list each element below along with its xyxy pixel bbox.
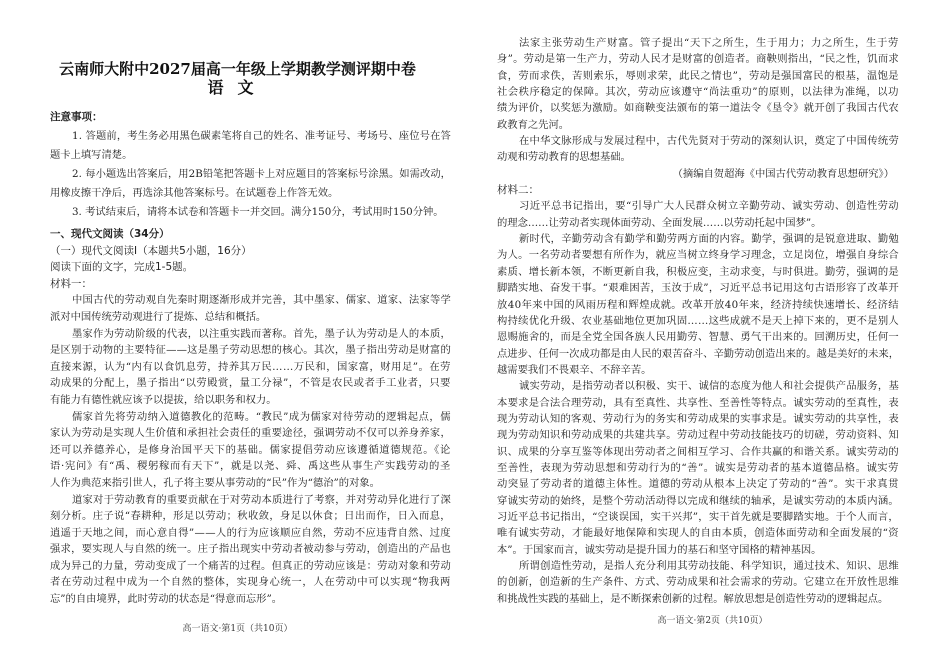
text-line-content: （一）现代文阅读Ⅰ（本题共5小题，16分）: [50, 244, 252, 257]
text-line: [497, 411, 900, 427]
text-line: [50, 243, 452, 260]
text-line-content: 刻分析。庄子说“春耕种，形足以劳动；秋收敛，身足以休食；日出而作，日入而息，: [50, 510, 451, 523]
text-line-content: 和挑战性实践的基础上，是不断探索创新的过程。解放思想是创造性劳动的逻辑起点。: [497, 592, 889, 605]
text-line: [50, 146, 452, 165]
text-line-content: 法家主张劳动生产财富。管子提出“天下之所生，生于用力；力之所生，生于劳: [519, 37, 899, 49]
text-line-content: 政教育之先河。: [497, 118, 570, 131]
text-line-content: 是区别于动物的主要特征——这是墨子劳动思想的核心。其次，墨子指出劳动是财富的: [50, 344, 451, 357]
text-line: [497, 247, 900, 263]
section-heading: [50, 108, 452, 127]
text-line: [50, 226, 452, 243]
text-line: [497, 542, 900, 558]
text-line: [497, 329, 900, 345]
text-line-content: 构持续优化升级、农业基础地位更加巩固……这些成就不是天上掉下来的，更不是别人: [497, 314, 899, 327]
text-line-content: 本要求是合法合理劳动，具有至真性、共享性、至善性等特点。诚实劳动的至真性，表: [497, 396, 899, 409]
text-line-content: 越需要我们不畏艰辛、不辞辛苦。: [497, 363, 652, 376]
text-line-content: 的创新，创造新的生产条件、方式、劳动成果和社会需求的劳动。它建立在开放性思维: [497, 576, 899, 589]
text-line-content: 注意事项：: [50, 111, 103, 123]
text-line: [497, 346, 900, 362]
text-line-content: 脚踏实地、奋发干事。“艰难困苦，玉汝于成”，习近平总书记用这句古语形容了改革开: [497, 282, 899, 295]
text-line: [497, 493, 900, 509]
text-line-content: 动突显了劳动者的道德主体性。道德的劳动从根本上决定了劳动的“善”。实干求真贯: [497, 478, 899, 491]
paragraph: [497, 133, 900, 166]
text-line: [497, 264, 900, 280]
text-line: [497, 84, 900, 100]
text-line-content: 诚实劳动，是指劳动者以积极、实干、诚信的态度为他人和社会提供产品服务，基: [519, 380, 899, 393]
text-line-content: 本”。于国家而言，诚实劳动是提升国力的基石和坚守国格的精神基因。: [497, 543, 822, 556]
text-line: [497, 574, 900, 590]
paragraph: [50, 326, 452, 409]
text-line: [497, 280, 900, 296]
paragraph: [50, 492, 452, 608]
text-line: [497, 133, 900, 149]
text-line-content: 新时代，辛勤劳动含有勤学和勤劳两方面的内容。勤学，强调的是锐意进取、勤勉: [519, 233, 899, 246]
paragraph: [50, 276, 452, 293]
paragraph: [497, 198, 900, 231]
paragraph: [497, 35, 900, 133]
paragraph: [50, 292, 452, 325]
text-line-content: 为人。一名劳动者要想有所作为，就应当树立终身学习理念，立足岗位，增强自身综合: [497, 249, 899, 262]
text-line-content: 人作为典范来指引世人，孔子将主要从事劳动的“民”作为“德治”的对象。: [50, 476, 380, 489]
text-line-content: 识、成果的分享互鉴等体现出劳动者之间相互学习、合作共赢的和谐关系。诚实劳动的: [497, 445, 899, 458]
text-line: [50, 276, 452, 293]
text-line: [50, 342, 452, 359]
text-line: [497, 591, 900, 607]
text-line-content: 1. 答题前，考生务必用黑色碳素笔将自己的姓名、准考证号、考场号、座位号在答: [72, 130, 451, 142]
text-line-content: 的理念……让劳动者实现体面劳动、全面发展……以劳动托起中国梦”。: [497, 216, 822, 229]
paragraph: [50, 409, 452, 492]
text-line: [497, 182, 900, 198]
text-line-content: 一、现代文阅读（34分）: [50, 228, 170, 240]
text-line: [497, 427, 900, 443]
text-line-content: 动成果的分配上，墨子指出“以劳殿赏，量工分禄”，不管是农民或者手工业者，只要: [50, 377, 451, 390]
text-line-content: 在中华文脉形成与发展过程中，古代先贤对于劳动的深刻认识，奠定了中国传统劳: [519, 135, 899, 148]
source-citation: [497, 166, 900, 182]
text-line-content: 放40年来中国的风雨历程和辉煌成就。改革开放40年来，经济持续快速增长、经济结: [497, 298, 899, 311]
subject-title: 语文: [207, 78, 268, 97]
text-line: [50, 259, 452, 276]
text-line-content: 习近平总书记指出，“空谈误国，实干兴邦”，实干首先就是要脚踏实地。于个人而言，: [497, 510, 899, 523]
text-line-content: 成为异己的力量，劳动变成了一个痛苦的过程。但真正的劳动应该是：劳动对象和劳动: [50, 559, 451, 572]
text-line: [497, 117, 900, 133]
text-line-content: 穿诚实劳动的始终，是整个劳动活动得以完成和继续的轴承，是诚实劳动的本质内涵。: [497, 494, 899, 507]
text-line: [497, 460, 900, 476]
text-line-content: （摘编自贺超海《中国古代劳动教育思想研究》）: [672, 167, 894, 180]
text-line: [50, 392, 452, 409]
text-line: [497, 378, 900, 394]
text-line: [50, 359, 452, 376]
text-line: [497, 558, 900, 574]
text-line: [497, 395, 900, 411]
paragraph: [497, 231, 900, 378]
text-line: [497, 100, 900, 116]
reading-section-continued: [497, 35, 900, 607]
text-line: [50, 525, 452, 542]
text-line-content: 墨家作为劳动阶级的代表，以注重实践而著称。首先，墨子认为劳动是人的本质，: [72, 327, 451, 340]
text-line: [50, 425, 452, 442]
text-line: [497, 362, 900, 378]
text-line: [50, 475, 452, 492]
text-line-content: 儒家首先将劳动纳入道德教化的范畴。“教民”成为儒家对待劳动的逻辑起点，儒: [72, 410, 451, 423]
section-heading: [50, 226, 452, 243]
text-line: [497, 198, 900, 214]
text-line-content: 材料一：: [50, 277, 92, 290]
text-line: [50, 203, 452, 222]
text-line-content: 身”。劳动是第一生产力，劳动人民才是财富的创造者。商鞅则指出，“民之性，饥而求: [497, 53, 899, 66]
text-line: [50, 409, 452, 426]
text-line-content: 点进步、任何一次成功都是由人民的艰苦奋斗、辛勤劳动创造出来的。越是美好的未来，: [497, 347, 899, 360]
text-line: [50, 574, 452, 591]
text-line-content: 素质、增长新本领，不断更新自我，积极应变，主动求变，与时俱进。勤劳，强调的是: [497, 265, 899, 278]
text-line-content: 2. 每小题选出答案后，用2B铅笔把答题卡上对应题目的答案标号涂黑。如需改动，: [72, 168, 451, 180]
text-line-content: 所谓创造性劳动，是指人充分利用其劳动技能、科学知识，通过技术、知识、思维: [519, 560, 899, 572]
text-line: [497, 51, 900, 67]
page-footer: 高一语文·第1页（共10页）: [182, 624, 293, 634]
text-line: [497, 166, 900, 182]
text-line: [50, 458, 452, 475]
text-line-content: 家认为劳动是实现人生价值和承担社会责任的重要途径，强调劳动不仅可以养身养家，: [50, 427, 451, 440]
text-line-content: 现为劳动知识和劳动成果的共建共享。劳动过程中劳动技能技巧的切磋，劳动资料、知: [497, 429, 899, 442]
text-line-content: 者在劳动过程中成为一个自然的整体，实现身心统一，人在劳动中可以实现“物我两: [50, 576, 451, 589]
text-line-content: 至善性，表现为劳动思想和劳动行为的“善”。诚实是劳动者的基本道德品格。诚实劳: [497, 461, 899, 474]
page-2: [475, 0, 950, 654]
text-line: [497, 313, 900, 329]
text-line-content: 绩为评价，以奖惩为激励。如商鞅变法颁布的第一道法令《垦令》就开创了我国古代农: [497, 102, 899, 115]
text-line-content: 习近平总书记指出，要“引导广大人民群众树立辛勤劳动、诚实劳动、创造性劳动: [519, 200, 899, 213]
text-line: [497, 215, 900, 231]
text-line-content: 道家对于劳动教育的重要贡献在于对劳动本质进行了考察，并对劳动异化进行了深: [72, 493, 451, 506]
exam-title: 云南师大附中2027届高一年级上学期教学测评期中卷: [59, 60, 416, 78]
text-line-content: 食，劳而求佚，苦则索乐，辱则求荣，此民之情也”，劳动是强国富民的根基，温饱是: [497, 69, 899, 82]
text-line: [50, 492, 452, 509]
text-line-content: 3. 考试结束后，请将本试卷和答题卡一并交回。满分150分，考试用时150分钟。: [72, 206, 444, 218]
text-line: [50, 326, 452, 343]
text-line: [497, 68, 900, 84]
text-line-content: 题卡上填写清楚。: [50, 149, 133, 161]
text-line: [497, 509, 900, 525]
text-line-content: 现为劳动认知的客观、劳动行为的务实和劳动成果的实事求是。诚实劳动的共享性，表: [497, 412, 899, 425]
paragraph: [50, 259, 452, 276]
text-line: [50, 508, 452, 525]
text-line: [50, 442, 452, 459]
reading-section: [50, 226, 452, 608]
text-line-content: 唯有诚实劳动，才能最好地保障和实现人的自由本质，创造体面劳动和全面发展的“资: [497, 527, 899, 540]
paragraph: [497, 558, 900, 607]
text-line-content: 直接来源，认为“内有以食饥息劳，持养其万民……万民和，国家富，财用足”。在劳: [50, 360, 451, 373]
text-line-content: 动观和劳动教育的思想基础。: [497, 151, 631, 164]
text-line-content: 用橡皮擦干净后，再选涂其他答案标号。在试题卷上作答无效。: [50, 187, 339, 199]
text-line-content: 逍遥于天地之间，而心意自得”——人的行为应该顺应自然，劳动不应违背自然、过度: [50, 526, 451, 539]
text-line-content: 阅读下面的文字，完成1-5题。: [50, 261, 194, 274]
text-line: [50, 108, 452, 127]
text-line-content: 还可以养德养心，是修身治国平天下的基础。儒家提倡劳动应该遵循道德规范。《论: [50, 443, 451, 456]
text-line: [497, 476, 900, 492]
text-line: [50, 292, 452, 309]
paragraph: [50, 203, 452, 222]
text-line: [50, 591, 452, 608]
text-line: [50, 558, 452, 575]
paragraph: [497, 182, 900, 198]
text-line: [50, 309, 452, 326]
text-line: [50, 127, 452, 146]
text-line-content: 派对中国传统劳动观进行了提炼、总结和概括。: [50, 310, 267, 323]
text-line: [497, 149, 900, 165]
paragraph: [50, 243, 452, 260]
text-line: [50, 541, 452, 558]
text-line: [50, 165, 452, 184]
text-line: [497, 231, 900, 247]
text-line-content: 有能力有德性就应该予以提拔，给以职务和权力。: [50, 393, 277, 406]
paragraph: [50, 127, 452, 165]
text-line: [497, 297, 900, 313]
text-line-content: 材料二：: [497, 184, 539, 197]
text-line-content: 社会秩序稳定的保障。其次，劳动应该遵守“尚法重功”的原则，以法律为准绳，以功: [497, 86, 899, 99]
text-line-content: 忘”的自由境界，此时劳动的状态是“得意而忘形”。: [50, 593, 283, 606]
text-line-content: 恩赐施舍的，而是全党全国各族人民用勤劳、智慧、勇气干出来的。回溯历史，任何一: [497, 331, 899, 344]
text-line: [497, 35, 900, 51]
paragraph: [497, 378, 900, 558]
text-line: [50, 184, 452, 203]
notice-section: [50, 108, 452, 222]
text-line-content: 语·宪问》有“禹、稷躬稼而有天下”，就是以尧、舜、禹这些从事生产实践劳动的圣: [50, 460, 451, 473]
page-footer: 高一语文·第2页（共10页）: [657, 616, 768, 626]
text-line-content: 强求，要实现人与自然的统一。庄子指出现实中劳动者被动参与劳动，创造出的产品也: [50, 543, 451, 556]
paragraph: [50, 165, 452, 203]
text-line-content: 中国古代的劳动观自先秦时期逐渐形成并完善，其中墨家、儒家、道家、法家等学: [72, 294, 451, 307]
text-line: [497, 525, 900, 541]
text-line: [497, 444, 900, 460]
text-line: [50, 375, 452, 392]
